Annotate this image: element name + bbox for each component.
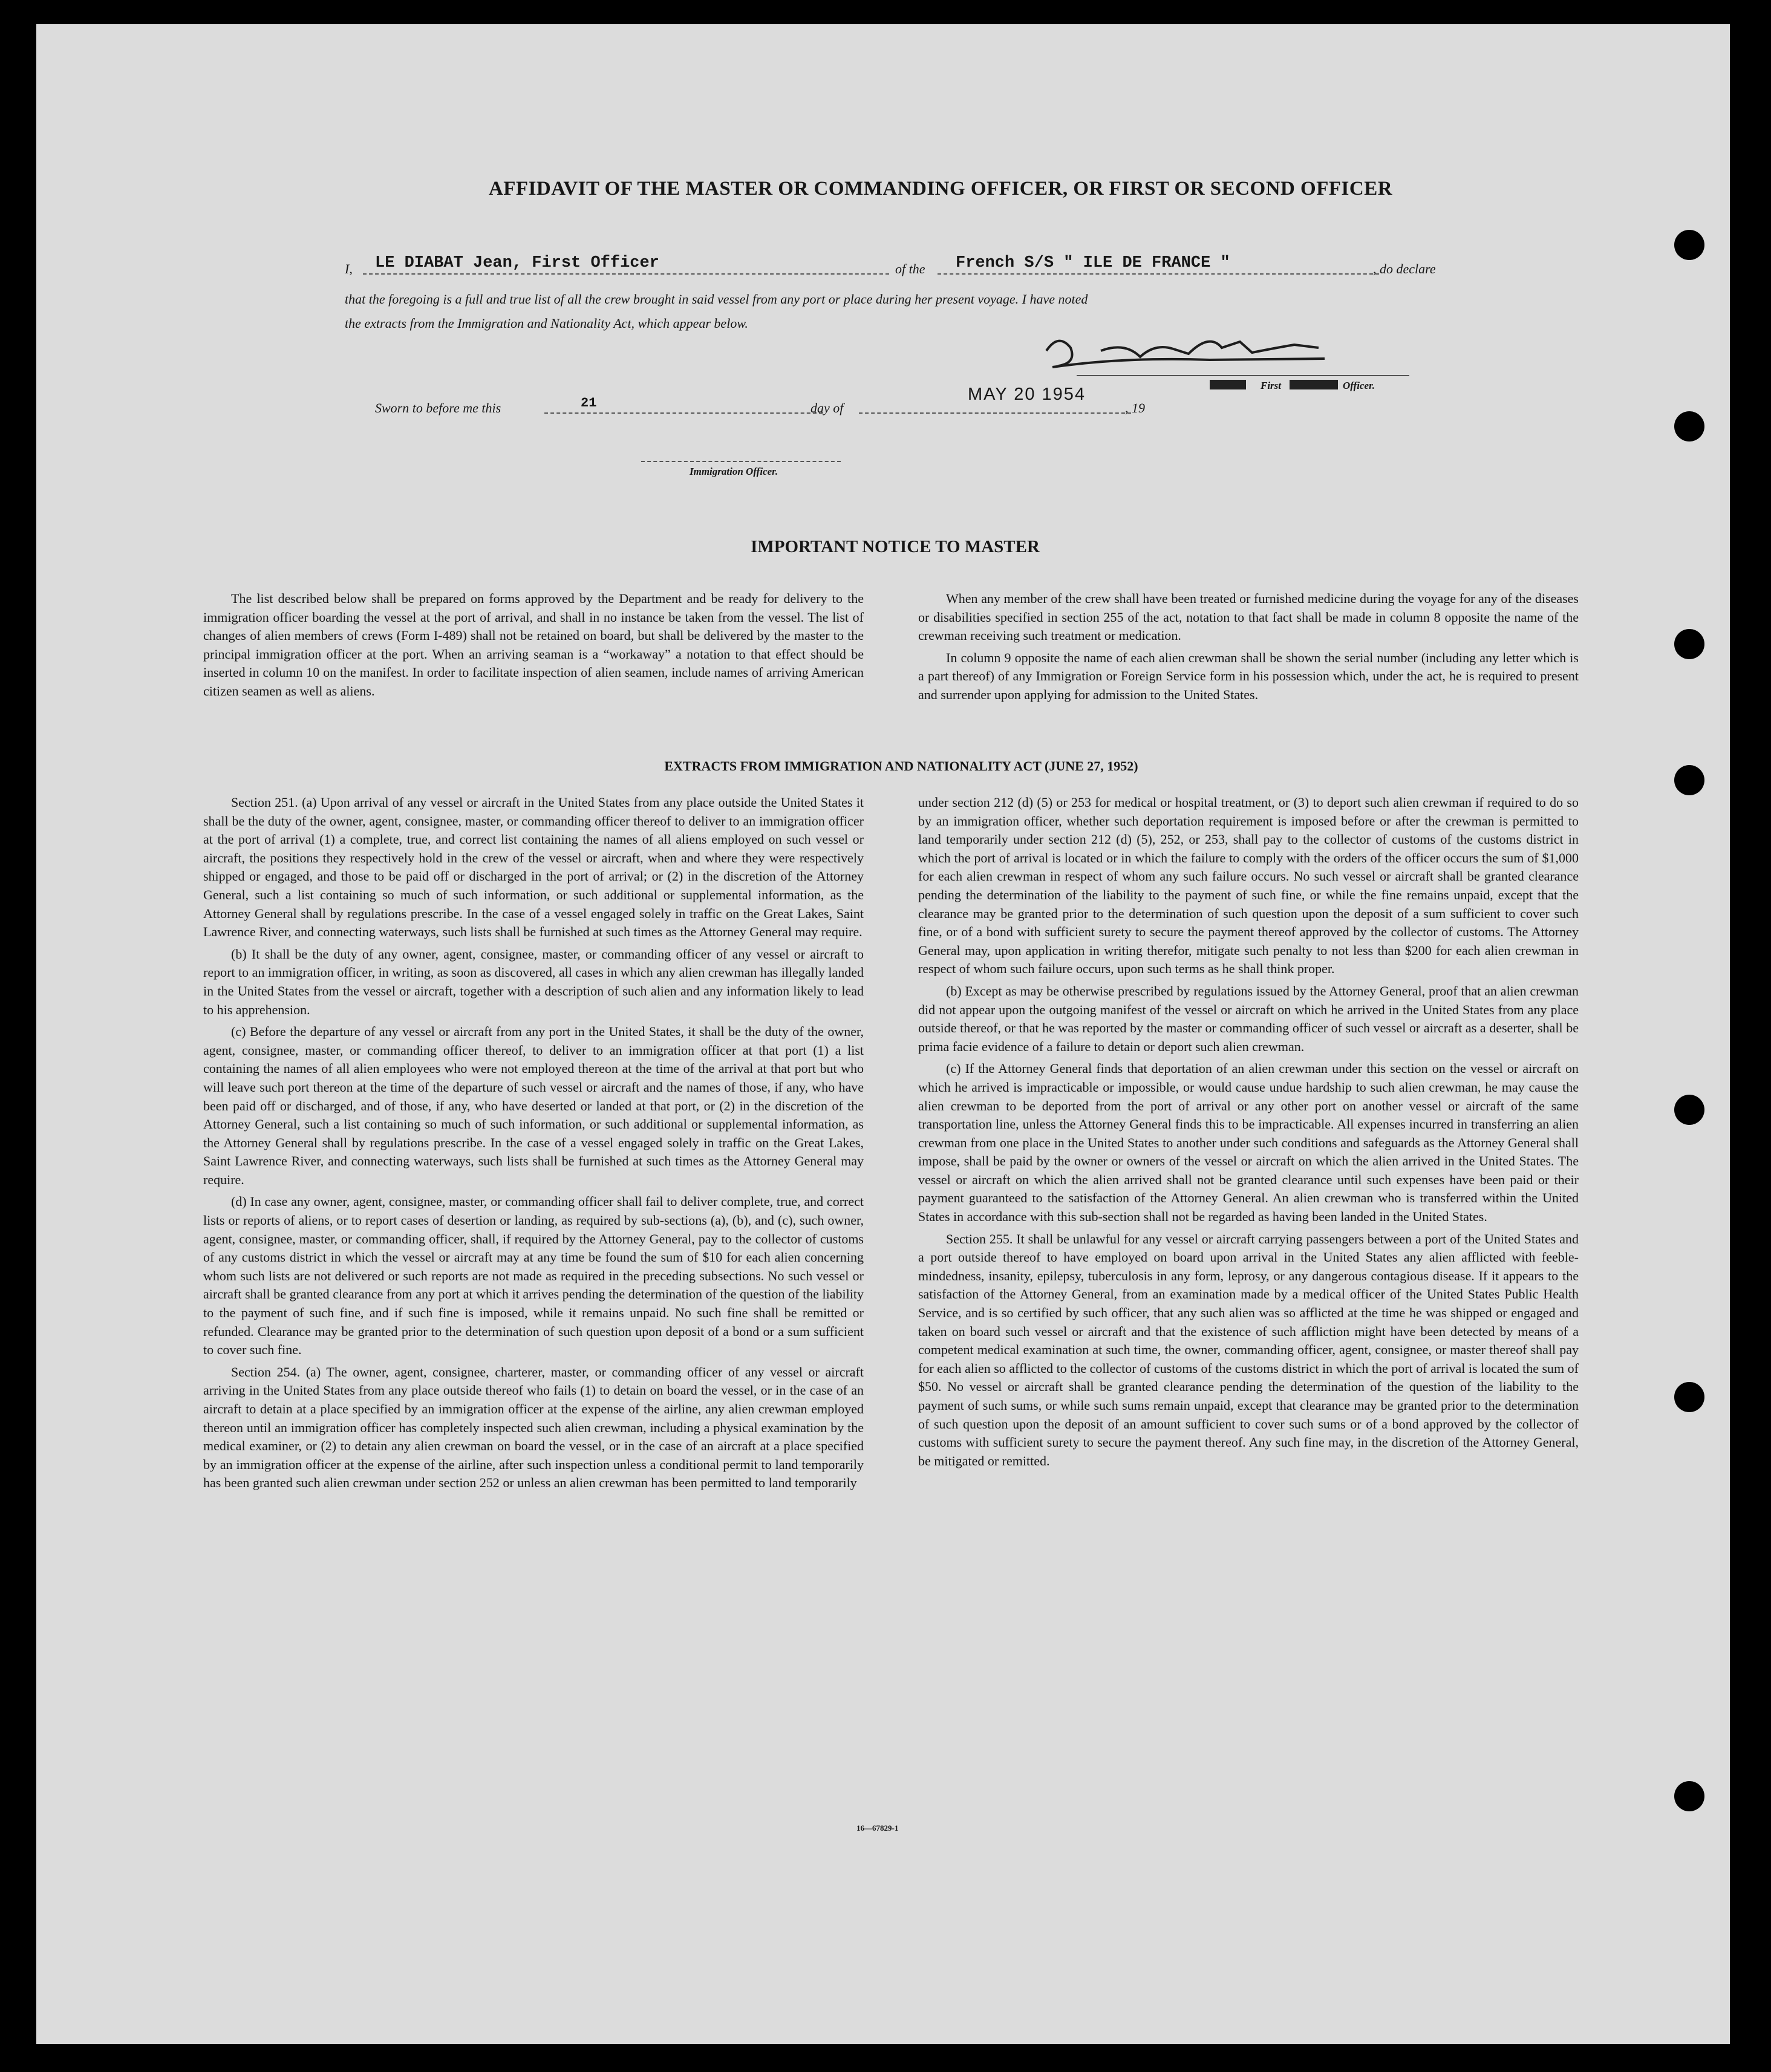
officer-caption-officer: Officer. (1343, 380, 1375, 391)
notice-paragraph: The list described below shall be prepared on forms approved by the Department and be ready for delivery to the immigration officer boarding the vessel at the port of arrival, and shall in no instance be taken from the vessel. The list of changes of alien members of crews (Form I-489) shall not be retained on board, but shall be delivered by the master to the principal immigration officer at the port. When an arriving seaman is a “workaway” a notation to that effect should be inserted in column 10 on the manifest. In order to facilitate inspection of alien seamen, include names of arriving American citizen seamen as well as aliens. (203, 591, 864, 699)
extracts-title: EXTRACTS FROM IMMIGRATION AND NATIONALITY ACT (JUNE 27, 1952) (664, 758, 1138, 774)
officer-caption-first: First (1261, 380, 1282, 391)
extracts-right-column (918, 793, 1579, 1474)
extract-paragraph: (b) It shall be the duty of any owner, agent, consignee, master, or commanding officer of any vessel or aircraft to report to an immigration officer, in writing, as soon as discovered, all cases in which any alien crewman has illegally landed in the United States from the vessel or aircraft, together with a description of such alien and any information likely to lead to his apprehension. (203, 946, 864, 1017)
affidavit-title: AFFIDAVIT OF THE MASTER OR COMMANDING OFFICER, OR FIRST OR SECOND OFFICER (488, 178, 1393, 200)
year-label: , 19 (1125, 400, 1145, 415)
sworn-day-line (544, 412, 823, 414)
day-of-label: day of (810, 400, 844, 415)
date-stamp: MAY 20 1954 (968, 385, 1086, 404)
extract-paragraph: (c) Before the departure of any vessel or aircraft from any port in the United States, it shall be the duty of the owner, agent, consignee, master, or commanding officer thereof, to deliver to an immigration officer at that port (1) a list containing the names of all alien employees who were not employed thereon at the time of the arrival at that port but who will leave such port thereon at the time of the departure of such vessel or aircraft and the names of those, if any, who have been paid off or discharged, and of those, if any, who have deserted or landed at that port, or (2) in the discretion of the Attorney General, such a list containing so much of such information, or such additional or supplemental information, as the Attorney General shall by regulations prescribe. In the case of a vessel engaged solely in traffic on the Great Lakes, Saint Lawrence River, and connecting waterways, such lists shall be furnished at such times as the Attorney General may require. (203, 1024, 864, 1187)
redaction-mark (1210, 380, 1246, 389)
vessel-name: French S/S " ILE DE FRANCE " (956, 254, 1230, 272)
notice-paragraph: When any member of the crew shall have been treated or furnished medicine during the voyage for any of the diseases or disabilities specified in section 255 of the act, notation to that fact shall be made in column 8 opposite the name of the crewman receiving such treatment or medication. (918, 591, 1579, 643)
extract-paragraph: Section 254. (a) The owner, agent, consignee, charterer, master, or commanding officer of any vessel or aircraft arriving in the United States from any place outside thereof who fails (1) to detain on board the vessel, or in the case of an aircraft to detain at a place specified by an immigration officer at the expense of the airline, any alien crewman employed thereon until an immigration officer has completely inspected such alien crewman, including a physical examination by the medical examiner, or (2) to detain any alien crewman on board the vessel, or in the case of an aircraft at a place specified by an immigration officer at the expense of the airline, after such inspection unless a conditional permit to land temporarily has been granted such alien crewman under section 252 or unless an alien crewman has been permitted to land temporarily (203, 1364, 864, 1491)
declarant-line (363, 273, 889, 275)
document-page (36, 24, 1730, 2044)
punch-hole (1674, 629, 1704, 659)
punch-hole (1674, 230, 1704, 260)
of-the-label: of the (895, 261, 925, 276)
form-number: 16—67829-1 (856, 1823, 899, 1833)
vessel-line (938, 273, 1379, 275)
declarant-name: LE DIABAT Jean, First Officer (375, 254, 659, 272)
notice-right (918, 590, 1579, 708)
officer-signature (1034, 330, 1397, 378)
sworn-day: 21 (581, 396, 597, 411)
sworn-label: Sworn to before me this (375, 400, 501, 415)
signature-line (1077, 375, 1409, 376)
punch-hole (1674, 1095, 1704, 1125)
declaration-text: that the foregoing is a full and true list of all the crew brought in said vessel from any port or place during her present voyage. I have noted (345, 292, 1088, 307)
notice-paragraph: In column 9 opposite the name of each alien crewman shall be shown the serial number (including any letter which is a part thereof) of any Immigration or Foreign Service form in his possession which, under the act, he is required to present and surrender upon applying for admission to the United States. (918, 650, 1579, 702)
notice-left (203, 590, 864, 705)
extract-paragraph: (b) Except as may be otherwise prescribed by regulations issued by the Attorney General, proof that an alien crewman did not appear upon the outgoing manifest of the vessel or aircraft on which he arrived in the United States from any place outside thereof, or that he was reported by the master or commanding officer of such vessel or aircraft as a deserter, shall be prima facie evidence of a failure to detain or deport such alien crewman. (918, 983, 1579, 1054)
declarant-prefix: I, (345, 261, 353, 276)
extract-paragraph: Section 251. (a) Upon arrival of any vessel or aircraft in the United States from any place outside the United States it shall be the duty of the owner, agent, consignee, master, or commanding officer thereof to deliver to an immigration officer at the port of arrival (1) a complete, true, and correct list containing the names of all aliens employed on such vessel or aircraft, the positions they respectively hold in the crew of the vessel or aircraft, when and where they were respectively shipped or engaged, and those to be paid off or discharged in the port of arrival; or (2) in the discretion of the Attorney General, such a list containing so much of such information, or such additional or supplemental information, as the Attorney General shall by regulations prescribe. In the case of a vessel engaged solely in traffic on the Great Lakes, Saint Lawrence River, and connecting waterways, such lists shall be furnished at such times as the Attorney General may require. (203, 795, 864, 940)
immigration-officer-line (641, 461, 841, 462)
month-line (859, 412, 1131, 414)
extracts-left-column (203, 793, 864, 1496)
immigration-officer-label: Immigration Officer. (690, 466, 778, 477)
punch-hole (1674, 1781, 1704, 1811)
punch-hole (1674, 1382, 1704, 1412)
punch-hole (1674, 765, 1704, 795)
redaction-mark (1290, 380, 1338, 389)
extract-paragraph: (c) If the Attorney General finds that deportation of an alien crewman under this section on the vessel or aircraft on which he arrived is impracticable or impossible, or would cause undue hardship to such alien crewman, he may cause the alien crewman to be deported from the port of arrival or any other port on another vessel or aircraft of the same transportation line, unless the Attorney General finds this to be impracticable. All expenses incurred in transferring an alien crewman from one place in the United States to another under such conditions and safeguards as the Attorney General shall impose, shall be paid by the owner or owners of the vessel or aircraft on which the alien arrived in the United States. The vessel or aircraft on which the alien arrived shall not be granted clearance until such expenses have been paid or their payment guaranteed to the satisfaction of the Attorney General. An alien crewman who is transferred within the United States in accordance with this sub-section shall not be regarded as having been landed in the United States. (918, 1061, 1579, 1225)
punch-hole (1674, 411, 1704, 441)
extract-paragraph: (d) In case any owner, agent, consignee, master, or commanding officer shall fail to deliver complete, true, and correct lists or reports of aliens, or to report cases of desertion or landing, as required by sub-sections (a), (b), and (c), such owner, agent, consignee, master, or commanding officer, shall, if required by the Attorney General, pay to the collector of customs of any customs district in which the vessel or aircraft may at any time be found the sum of $10 for each alien concerning whom such lists are not delivered or such reports are not made as required in the preceding subsections. No such vessel or aircraft shall be granted clearance from any port at which it arrives pending the determination of the question of the liability to the payment of such fine, and if such fine is imposed, while it remains unpaid. No such fine shall be remitted or refunded. Clearance may be granted prior to the determination of such question upon deposit of a bond or a sum sufficient to cover such fine. (203, 1194, 864, 1358)
notice-title: IMPORTANT NOTICE TO MASTER (751, 537, 1040, 556)
extract-paragraph: under section 212 (d) (5) or 253 for medical or hospital treatment, or (3) to deport such alien crewman if required to do so by an immigration officer, whether such deportation requirement is imposed before or after the crewman is permitted to land temporarily under section 212 (d) (5), 252, or 253, shall pay to the collector of customs of the customs district in which the port of arrival is located or in which the failure to comply with the orders of the officer occurs the sum of $1,000 for each alien crewman in respect of whom any such failure occurs. No such vessel or aircraft shall be granted clearance pending the determination of the liability to the payment of such fine, or while the fine remains unpaid, except that the clearance may be granted prior to the determination of such question upon the deposit of a sum sufficient to cover such fine, or of a bond with sufficient surety to secure the payment thereof approved by the collector of customs. The Attorney General may, upon application in writing therefor, mitigate such penalty to not less than $200 for each alien crewman in respect of whom such failure occurs, upon such terms as he shall think proper. (918, 795, 1579, 977)
declare-label: , do declare (1373, 261, 1436, 276)
extract-paragraph: Section 255. It shall be unlawful for any vessel or aircraft carrying passengers between a port of the United States and a port outside thereof to have employed on board upon arrival in the United States any alien afflicted with feeble-mindedness, insanity, epilepsy, tuberculosis in any form, leprosy, or any dangerous contagious disease. If it appears to the satisfaction of the Attorney General, from an examination made by a medical officer of the United States Public Health Service, and is so certified by such officer, that any such alien was so afflicted at the time he was shipped or engaged and taken on board such vessel or aircraft and that the existence of such affliction might have been detected by means of a competent medical examination at such time, the owner, commanding officer, agent, consignee, or master thereof shall pay for each alien so afflicted to the collector of customs of the customs district in which the port of arrival is located the sum of $50. No vessel or aircraft shall be granted clearance pending the determination of the question of the liability to the payment of such sums, or while such sums remain unpaid, except that clearance may be granted prior to the determination of such question upon the deposit of an amount sufficient to cover such sums or of a bond approved by the collector of customs with sufficient surety to secure the payment thereof. Any such fine may, in the discretion of the Attorney General, be mitigated or remitted. (918, 1231, 1579, 1468)
declaration-text-2: the extracts from the Immigration and Nationality Act, which appear below. (345, 316, 748, 331)
